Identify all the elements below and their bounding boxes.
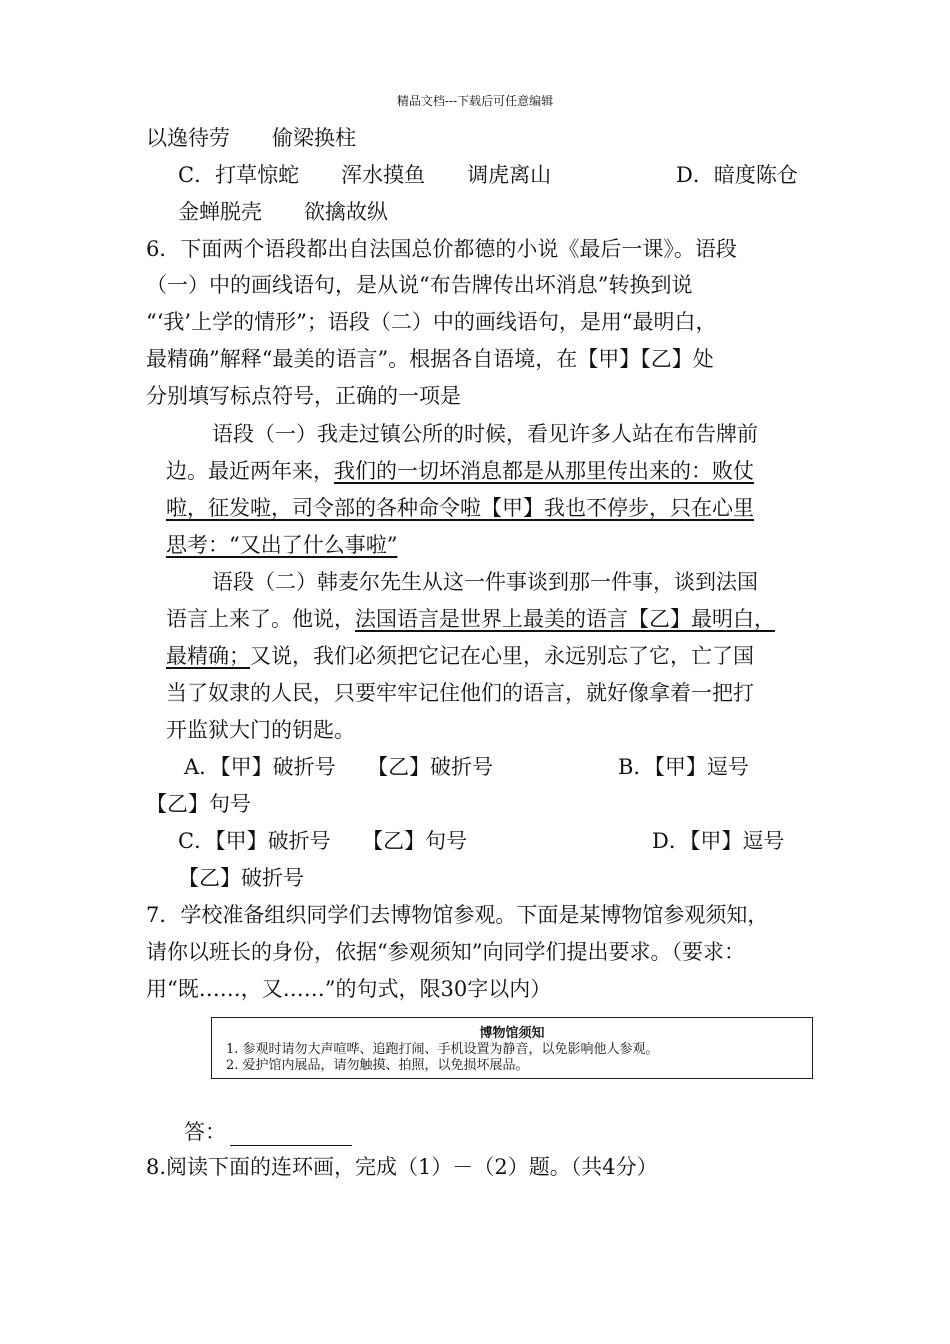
notice-item: 1. 参观时请勿大声喧哗、追跑打闹、手机设置为静音，以免影响他人参观。 [226,1042,659,1057]
q6-stem-line: （一）中的画线语句，是从说“布告牌传出坏消息”转换到说 [146,273,693,297]
underlined-sentence: 法国语言是世界上最美的语言【乙】最明白， [355,607,775,631]
q6-option-c: C．【甲】破折号 【乙】句号 [178,829,468,853]
q6-stem-line: 最精确”解释“最美的语言”。根据各自语境，在【甲】【乙】处 [146,347,714,371]
q6-passage2-line [166,642,754,670]
q6-passage2-line: 语段（二）韩麦尔先生从这一件事谈到那一件事，谈到法国 [212,570,758,594]
q6-passage2-line: 开监狱大门的钥匙。 [166,718,355,742]
q6-option-d-continued: 【乙】破折号 [178,866,304,890]
underlined-sentence: 我们的一切坏消息都是从那里传出来的：败仗 [334,459,754,483]
answer-blank[interactable] [230,1125,352,1146]
q7-stem-line: 用“既……，又……”的句式，限30字以内） [146,977,552,1001]
q7-answer-line [184,1118,352,1146]
q5-option-c: C．打草惊蛇 浑水摸鱼 调虎离山 [178,163,552,187]
q6-passage2-line [166,605,775,633]
underlined-sentence: 啦，征发 [166,496,250,520]
passage-text: 边。最近两年来， [166,459,334,483]
q6-stem-line: 分别填写标点符号，正确的一项是 [146,384,461,408]
notice-title: 博物馆须知 [479,1026,545,1041]
underlined-sentence: 最精确； [166,644,250,668]
museum-notice-box [211,1017,813,1079]
q6-option-d: D．【甲】逗号 [652,829,785,853]
notice-item: 2. 爱护馆内展品，请勿触摸、拍照，以免损坏展品。 [226,1058,529,1073]
underlined-sentence: 思考：“又出了什么事啦” [166,533,398,557]
q7-stem-line: 7．学校准备组织同学们去博物馆参观。下面是某博物馆参观须知， [146,903,769,927]
page-header: 精品文档---下载后可任意编辑 [396,94,554,108]
q6-passage1-line [166,531,397,559]
q7-stem-line: 请你以班长的身份，依据“参观须知”向同学们提出要求。（要求： [146,940,745,964]
passage-text: 语言上来了。他说， [166,607,355,631]
q6-option-b-continued: 【乙】句号 [146,792,251,816]
q6-passage1-line [166,457,754,485]
q6-stem-line: 6．下面两个语段都出自法国总价都德的小说《最后一课》。语段 [146,237,737,261]
q5-option-line: 以逸待劳 偷梁换柱 [146,126,356,150]
passage-text: 又说，我们必须把它记在心里，永远别忘了它，亡了国 [250,644,754,668]
answer-label: 答： [184,1120,226,1144]
q8-stem: 8.阅读下面的连环画，完成（1）－（2）题。（共4分） [146,1155,658,1179]
q6-passage2-line: 当了奴隶的人民，只要牢牢记住他们的语言，就好像拿着一把打 [166,681,754,705]
underlined-sentence: 啦，司令部的各种命令啦【甲】我也不停步，只在心里 [250,496,754,520]
q6-option-a: A．【甲】破折号 【乙】破折号 [184,755,494,779]
q5-option-d-continued: 金蝉脱壳 欲擒故纵 [178,200,388,224]
q6-option-b: B．【甲】逗号 [618,755,749,779]
q6-stem-line: “‘我’上学的情形”；语段（二）中的画线语句，是用“最明白， [146,310,717,334]
q6-passage1-line [166,494,754,522]
q6-passage1-line: 语段（一）我走过镇公所的时候，看见许多人站在布告牌前 [212,422,758,446]
q5-option-d: D．暗度陈仓 [676,163,798,187]
